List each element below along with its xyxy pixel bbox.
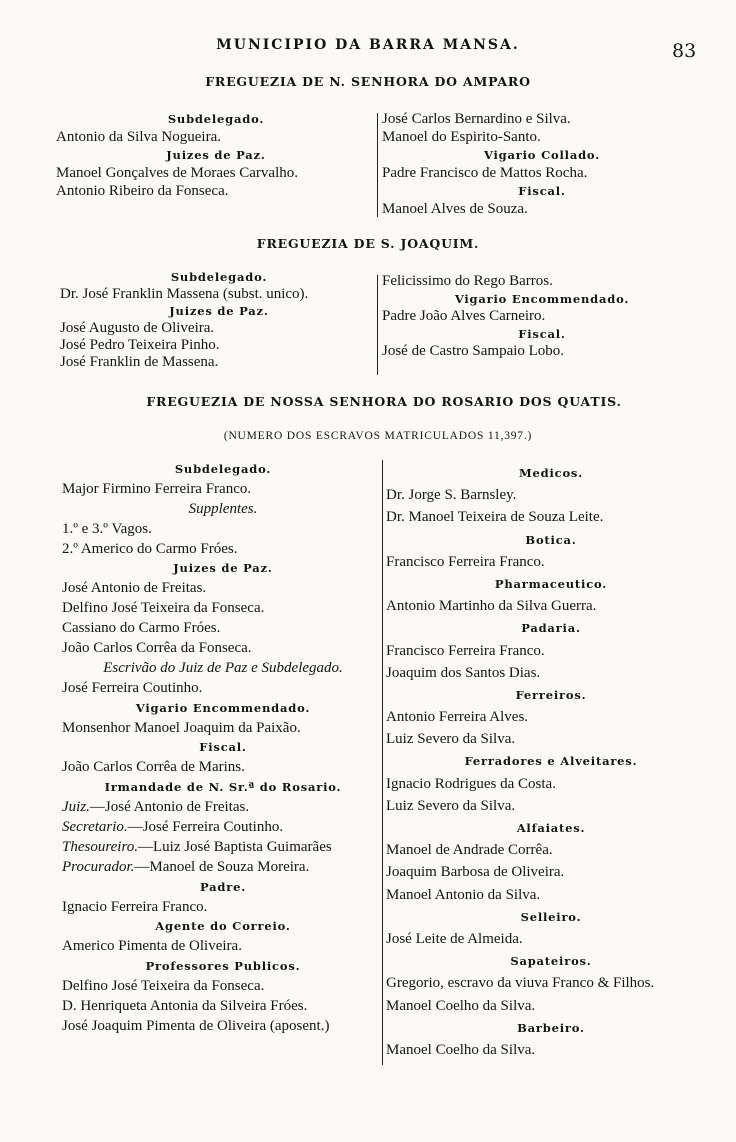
quatis-left-column [62, 460, 384, 1037]
section-label: Pharmaceutico. [494, 576, 608, 591]
entry-text: Manoel do Espirito-Santo. [382, 129, 541, 145]
role-label: Secretario. [62, 819, 128, 836]
role-label: Juiz. [62, 799, 90, 816]
role-holder: —Luiz José Baptista Guimarães [137, 838, 332, 855]
entry-text: José Ferreira Coutinho. [62, 679, 203, 696]
entry-text: José Pedro Teixeira Pinho. [60, 337, 220, 353]
entry-text: Francisco Ferreira Franco. [386, 642, 545, 659]
section-label: Fiscal. [518, 326, 566, 341]
role-label: Thesoureiro. [62, 838, 138, 855]
entry-text: João Carlos Corrêa da Fonseca. [62, 640, 252, 657]
entry-text: Cassiano do Carmo Fróes. [62, 620, 221, 637]
entry-text: Manoel Coelho da Silva. [386, 1041, 536, 1058]
section-label: Subdelegado. [170, 270, 268, 284]
entry-text: Antonio da Silva Nogueira. [56, 129, 221, 145]
italic-label: Escrivão do Juiz de Paz e Subdelegado. [103, 659, 343, 676]
quatis-heading: FREGUEZIA DE NOSSA SENHORA DO ROSARIO DOS QUATIS. [146, 394, 622, 409]
entry-text: Antonio Martinho da Silva Guerra. [386, 598, 597, 615]
entry-text: José de Castro Sampaio Lobo. [382, 343, 565, 359]
entry-text: Manoel Coelho da Silva. [386, 997, 536, 1014]
entry-text: Dr. Jorge S. Barnsley. [386, 487, 517, 504]
column-divider [377, 113, 378, 217]
entry-text: 2.º Americo do Carmo Fróes. [62, 540, 238, 557]
entry-text: Padre João Alves Carneiro. [382, 308, 546, 324]
section-label: Professores Publicos. [145, 959, 301, 974]
section-label: Agente do Correio. [155, 919, 291, 934]
entry-text: Dr. José Franklin Massena (subst. unico). [60, 286, 309, 302]
section-label: Juizes de Paz. [169, 304, 269, 318]
entry-text: Antonio Ribeiro da Fonseca. [56, 183, 229, 199]
section-label: Barbeiro. [517, 1020, 585, 1035]
entry-text: Francisco Ferreira Franco. [386, 553, 545, 570]
section-label: Padre. [199, 879, 246, 894]
role-entry [62, 818, 384, 838]
entry-text: Dr. Manoel Teixeira de Souza Leite. [386, 509, 604, 526]
entry-text: João Carlos Corrêa de Marins. [62, 759, 245, 776]
entry-text: Delfino José Teixeira da Fonseca. [62, 600, 265, 617]
entry-text: Gregorio, escravo da viuva Franco & Filhos. [386, 975, 655, 992]
column-divider [377, 275, 378, 375]
column-divider [382, 460, 383, 1065]
section-label: Juizes de Paz. [166, 148, 266, 162]
page-title: MUNICIPIO DA BARRA MANSA. [216, 37, 520, 53]
entry-text: D. Henriqueta Antonia da Silveira Fróes. [62, 998, 308, 1015]
entry-text: 1.º e 3.º Vagos. [62, 520, 152, 537]
entry-text: Antonio Ferreira Alves. [386, 709, 529, 726]
entry-text: Ignacio Ferreira Franco. [62, 898, 208, 915]
section-label: Alfaiates. [516, 821, 586, 835]
entry-text: Felicissimo do Rego Barros. [382, 273, 553, 289]
section-label: Fiscal. [199, 740, 247, 755]
role-entry [62, 798, 384, 818]
amparo-left-column [56, 110, 376, 200]
entry-text: José Joaquim Pimenta de Oliveira (aposent.) [62, 1017, 330, 1034]
entry-text: Major Firmino Ferreira Franco. [62, 480, 252, 497]
entry-text: Padre Francisco de Mattos Rocha. [382, 165, 588, 181]
role-holder: —José Ferreira Coutinho. [127, 819, 284, 836]
entry-text: Joaquim Barbosa de Oliveira. [386, 864, 565, 881]
amparo-heading: FREGUEZIA DE N. SENHORA DO AMPARO [205, 74, 531, 89]
italic-label: Supplentes. [188, 500, 258, 517]
role-entry [62, 858, 384, 878]
entry-text: José Augusto de Oliveira. [60, 320, 215, 336]
section-label: Subdelegado. [167, 112, 265, 126]
section-label: Ferreiros. [515, 687, 587, 702]
section-label: Vigario Encommendado. [135, 700, 311, 715]
page-number: 83 [672, 40, 697, 62]
section-label: Medicos. [518, 466, 583, 480]
entry-text: Manoel de Andrade Corrêa. [386, 842, 553, 859]
joaquim-heading: FREGUEZIA DE S. JOAQUIM. [256, 236, 480, 251]
section-label: Sapateiros. [510, 954, 592, 969]
entry-text: José Franklin de Massena. [60, 354, 219, 370]
quatis-right-column [386, 462, 716, 1061]
section-label: Selleiro. [520, 909, 582, 924]
entry-text: Luiz Severo da Silva. [386, 731, 516, 748]
entry-text: Monsenhor Manoel Joaquim da Paixão. [62, 719, 301, 736]
entry-text: José Carlos Bernardino e Silva. [382, 111, 571, 127]
quatis-subheading: (NUMERO DOS ESCRAVOS MATRICULADOS 11,397.) [223, 430, 533, 442]
section-label: Botica. [525, 532, 577, 547]
joaquim-right-column [382, 273, 702, 361]
entry-text: José Antonio de Freitas. [62, 580, 207, 597]
entry-text: Americo Pimenta de Oliveira. [62, 938, 242, 955]
section-label: Irmandade de N. Sr.ª do Rosario. [104, 780, 342, 795]
entry-text: Joaquim dos Santos Dias. [386, 664, 541, 681]
entry-text: Manoel Alves de Souza. [382, 201, 528, 217]
joaquim-left-column [60, 269, 378, 371]
entry-text: Delfino José Teixeira da Fonseca. [62, 978, 265, 995]
role-holder: —José Antonio de Freitas. [89, 799, 250, 816]
entry-text: José Leite de Almeida. [386, 930, 523, 947]
role-label: Procurador. [62, 858, 135, 875]
section-label: Ferradores e Alveitares. [464, 754, 638, 769]
entry-text: Manoel Antonio da Silva. [386, 886, 541, 903]
section-label: Juizes de Paz. [173, 561, 273, 576]
entry-text: Manoel Gonçalves de Moraes Carvalho. [56, 165, 299, 181]
section-label: Subdelegado. [174, 462, 272, 476]
amparo-right-column [382, 110, 702, 218]
entry-text: Luiz Severo da Silva. [386, 797, 516, 814]
section-label: Fiscal. [518, 184, 566, 198]
section-label: Vigario Encommendado. [454, 291, 630, 306]
section-label: Vigario Collado. [483, 148, 600, 162]
entry-text: Ignacio Rodrigues da Costa. [386, 775, 556, 792]
role-entry [62, 838, 384, 858]
role-holder: —Manoel de Souza Moreira. [134, 858, 310, 875]
section-label: Padaria. [521, 621, 581, 636]
